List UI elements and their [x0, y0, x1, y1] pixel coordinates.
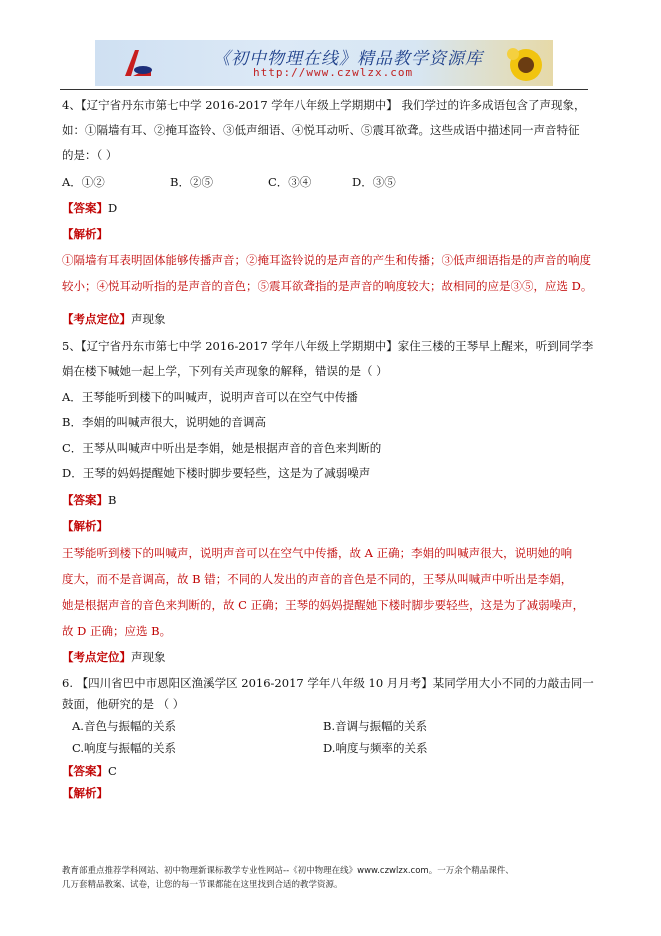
q6-option-c: C.响度与振幅的关系 — [72, 741, 177, 755]
q5-option-c: C．王琴从叫喊声中听出是李娟，她是根据声音的音色来判断的 — [62, 441, 382, 455]
q6-answer-value: C — [108, 764, 117, 778]
q6-option-d: D.响度与频率的关系 — [323, 741, 428, 755]
footer-line1: 教育部重点推荐学科网站、初中物理新课标教学专业性网站--《初中物理在线》www.czwlzx.com。一万余个精品课件、 — [62, 866, 514, 876]
q5-stem-line2: 娟在楼下喊她一起上学，下列有关声现象的解释，错误的是（ ） — [62, 364, 388, 378]
header-banner — [95, 40, 553, 86]
q4-option-b: B．②⑤ — [170, 175, 213, 189]
q4-point — [62, 311, 166, 327]
q6-analysis-tag: 【解析】 — [62, 786, 108, 800]
q5-point-value: 声现象 — [131, 650, 166, 664]
footer-line2: 几万套精品教案、试卷，让您的每一节课都能在这里找到合适的教学资源。 — [62, 880, 343, 890]
q4-analysis-heading — [62, 226, 108, 242]
q4-answer-tag: 【答案】 — [62, 201, 108, 215]
q4-answer — [62, 200, 117, 216]
q5-answer-tag: 【答案】 — [62, 493, 108, 507]
q5-analysis-tag: 【解析】 — [62, 519, 108, 533]
q6-analysis-heading — [62, 785, 108, 801]
q5-stem-line1: 5、【辽宁省丹东市第七中学 2016-2017 学年八年级上学期期中】家住三楼的王琴早上醒来，听到同学李 — [62, 339, 594, 353]
q6-answer — [62, 763, 117, 779]
q5-option-d: D．王琴的妈妈提醒她下楼时脚步要轻些，这是为了减弱噪声 — [62, 466, 371, 480]
banner-title: 《初中物理在线》精品教学资源库 — [213, 49, 483, 69]
q5-point-tag: 【考点定位】 — [62, 650, 131, 664]
site-logo-icon — [121, 46, 155, 80]
q5-option-a: A．王琴能听到楼下的叫喊声，说明声音可以在空气中传播 — [62, 390, 358, 404]
q4-analysis-tag: 【解析】 — [62, 227, 108, 241]
q4-stem-line2: 如：①隔墙有耳、②掩耳盗铃、③低声细语、④悦耳动听、⑤震耳欲聋。这些成语中描述同一声音特征 — [62, 123, 580, 137]
sunflower-icon — [505, 46, 547, 84]
q5-analysis-line4: 故 D 正确；应选 B。 — [62, 624, 172, 638]
q6-answer-tag: 【答案】 — [62, 764, 108, 778]
q4-option-a: A．①② — [62, 175, 105, 189]
q5-point — [62, 649, 166, 665]
q5-option-b: B．李娟的叫喊声很大，说明她的音调高 — [62, 415, 266, 429]
banner-url: http://www.czwlzx.com — [253, 66, 414, 79]
q5-answer — [62, 492, 116, 508]
q5-analysis-line1: 王琴能听到楼下的叫喊声，说明声音可以在空气中传播，故 A 正确；李娟的叫喊声很大，说明她的响 — [62, 546, 573, 560]
q4-point-tag: 【考点定位】 — [62, 312, 131, 326]
q4-stem-line3: 的是：（ ） — [62, 148, 118, 162]
q4-stem-line1: 4、【辽宁省丹东市第七中学 2016-2017 学年八年级上学期期中】 我们学过的许多成语包含了声现象， — [62, 98, 586, 112]
q4-answer-value: D — [108, 201, 118, 215]
q4-option-c: C．③④ — [268, 175, 312, 189]
q5-answer-value: B — [108, 493, 117, 507]
q5-analysis-line3: 她是根据声音的音色来判断的，故 C 正确；王琴的妈妈提醒她下楼时脚步要轻些，这是为了减弱噪声， — [62, 598, 585, 612]
header-divider — [60, 89, 588, 90]
q4-option-d: D．③⑤ — [352, 175, 396, 189]
q5-analysis-line2: 度大，而不是音调高，故 B 错；不同的人发出的声音的音色是不同的，王琴从叫喊声中听出是李娟， — [62, 572, 573, 586]
q6-stem-line2: 鼓面，他研究的是 （ ） — [62, 697, 185, 711]
q4-analysis-line2: 较小；④悦耳动听指的是声音的音色；⑤震耳欲聋指的是声音的响度较大；故相同的应是③⑤，应选 D。 — [62, 279, 593, 293]
q5-analysis-heading — [62, 518, 108, 534]
q6-option-b: B.音调与振幅的关系 — [323, 719, 428, 733]
q4-point-value: 声现象 — [131, 312, 166, 326]
q6-option-a: A.音色与振幅的关系 — [72, 719, 176, 733]
q6-stem-line1: 6. 【四川省巴中市恩阳区渔溪学区 2016-2017 学年八年级 10 月月考】某同学用大小不同的力敲击同一 — [62, 676, 594, 690]
q4-analysis-line1: ①隔墙有耳表明固体能够传播声音；②掩耳盗铃说的是声音的产生和传播；③低声细语指是的声音的响度 — [62, 253, 591, 267]
